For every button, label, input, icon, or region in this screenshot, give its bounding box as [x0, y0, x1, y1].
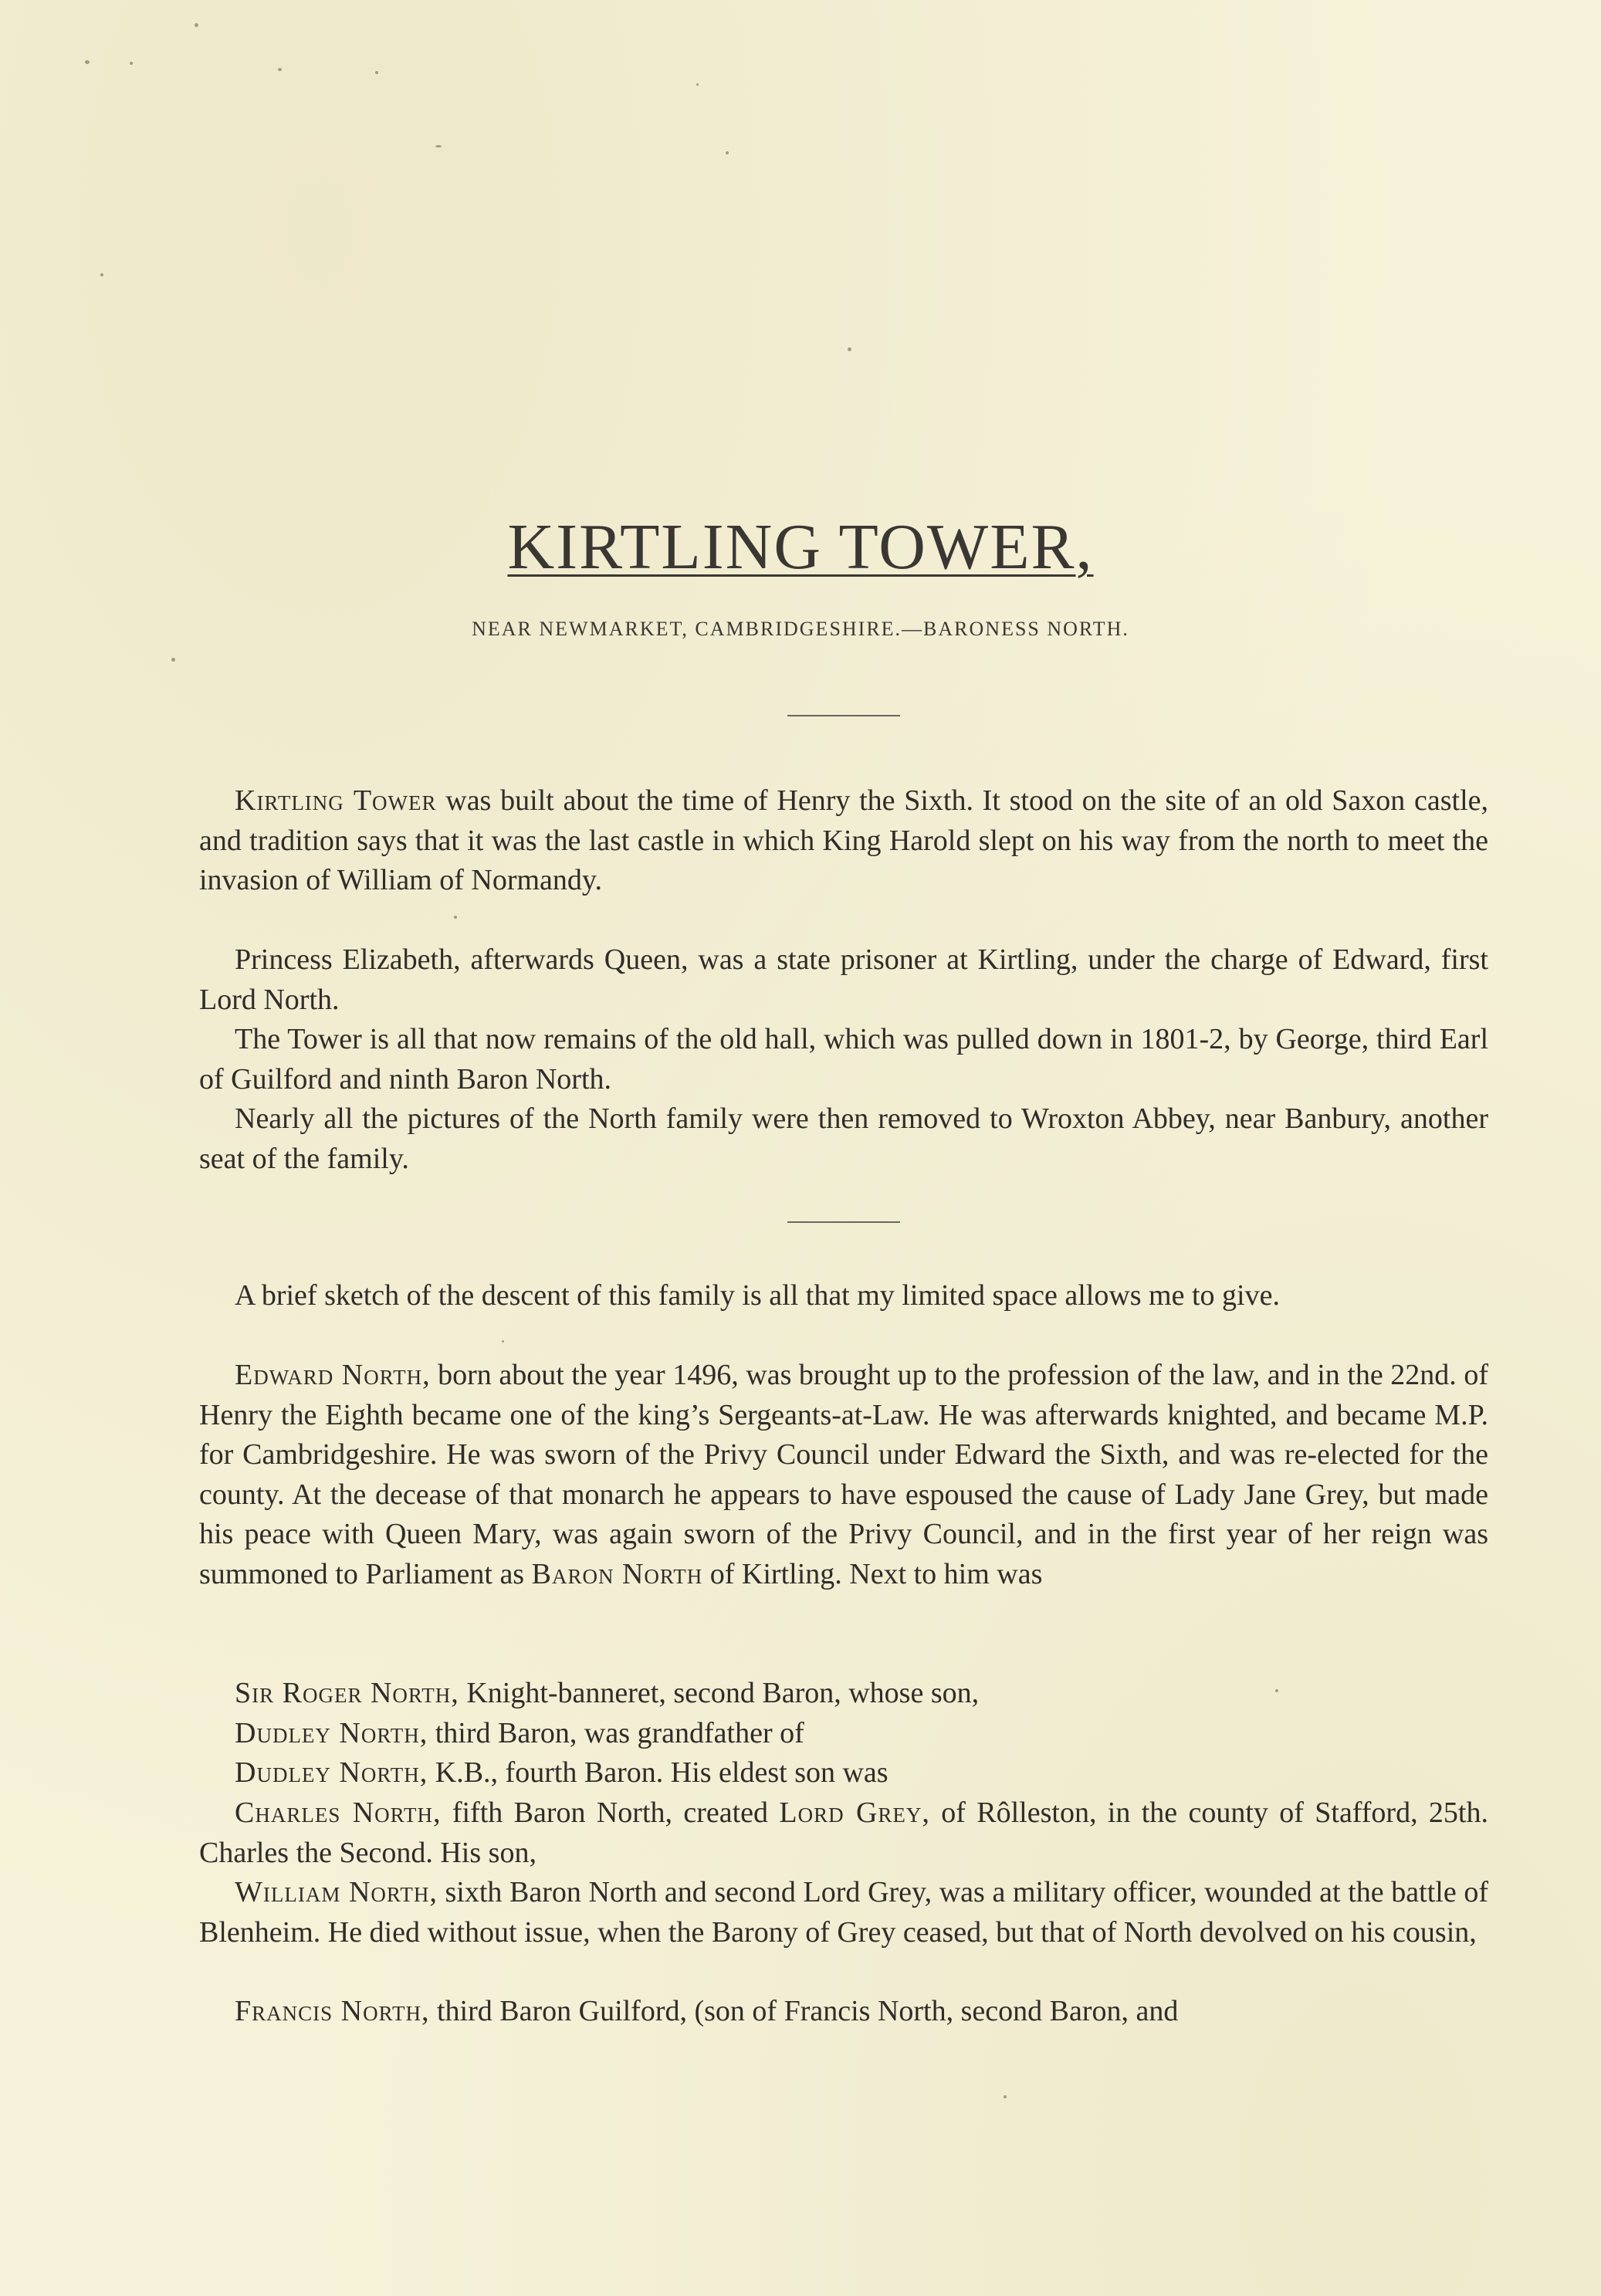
foxing-speck	[171, 658, 175, 662]
foxing-speck	[85, 60, 90, 64]
paragraph: A brief sketch of the descent of this family is all that my limited space allows me to give.	[235, 1279, 1280, 1312]
paragraph: Edward North, born about the year 1496, was brought up to the profession of the law, and in the 22nd. of Henry the Eighth became one of the king’s Sergeants-at-Law. He was afterwards knighted, and became M.P. for Cambridgeshire. He was sworn of the Privy Council under Edward the Sixth, and was re-elected for the county. At the decease of that monarch he appears to have espoused the cause of Lady Jane Grey, but made his peace with Queen Mary, was again sworn of the Privy Council, and in the first year of her reign was summoned to Parliament as Baron North of Kirtling. Next to him was	[199, 1359, 1488, 1590]
small-caps-name: Baron North	[531, 1557, 703, 1590]
foxing-speck	[848, 347, 851, 351]
foxing-speck	[130, 62, 133, 65]
small-caps-name: Charles North,	[235, 1797, 442, 1829]
small-caps-name: Francis North,	[235, 1995, 430, 2027]
foxing-speck	[726, 151, 729, 154]
small-caps-name: William North,	[235, 1876, 438, 1908]
foxing-speck	[195, 23, 198, 27]
small-caps-name: Dudley North,	[235, 1756, 428, 1789]
page-subtitle: NEAR NEWMARKET, CAMBRIDGESHIRE.—BARONESS NORTH.	[472, 618, 1129, 640]
paragraph: Princess Elizabeth, afterwards Queen, was a state prisoner at Kirtling, under the charge of Edward, first Lord North.	[199, 943, 1488, 1016]
small-caps-name: Dudley North,	[235, 1717, 428, 1749]
paragraph: Sir Roger North, Knight-banneret, second Baron, whose son,	[235, 1677, 980, 1709]
paragraph: Kirtling Tower was built about the time of Henry the Sixth. It stood on the site of an old Saxon castle, and tradition says that it was the last castle in which King Harold slept on his way from the north to meet the invasion of William of Normandy.	[199, 784, 1488, 896]
small-caps-name: Kirtling Tower	[235, 784, 437, 817]
small-caps-name: Sir Roger North,	[235, 1677, 459, 1709]
paragraph: Francis North, third Baron Guilford, (son of Francis North, second Baron, and	[235, 1995, 1179, 2027]
paragraph: William North, sixth Baron North and second Lord Grey, was a military officer, wounded at the battle of Blenheim. He died without issue, when the Barony of Grey ceased, but that of North devolved on his cousin,	[199, 1876, 1488, 1949]
foxing-speck	[1004, 2095, 1007, 2098]
section-divider	[787, 1221, 900, 1223]
section-divider	[787, 715, 900, 716]
foxing-speck	[375, 71, 378, 74]
foxing-speck	[696, 83, 699, 86]
paragraph: Charles North, fifth Baron North, created Lord Grey, of Rôlleston, in the county of Stafford, 25th. Charles the Second. His son,	[199, 1797, 1488, 1869]
small-caps-name: Edward North,	[235, 1359, 431, 1391]
small-caps-name: Lord Grey,	[779, 1797, 930, 1829]
paragraph: The Tower is all that now remains of the old hall, which was pulled down in 1801-2, by George, third Earl of Guilford and ninth Baron North.	[199, 1023, 1488, 1096]
foxing-speck	[435, 145, 442, 147]
page-title: KIRTLING TOWER,	[507, 511, 1094, 583]
foxing-speck	[100, 273, 103, 276]
foxing-speck	[278, 68, 282, 71]
foxing-speck	[454, 916, 457, 919]
paragraph: Nearly all the pictures of the North family were then removed to Wroxton Abbey, near Banbury, another seat of the family.	[199, 1102, 1488, 1175]
foxing-speck	[502, 1340, 504, 1343]
paragraph: Dudley North, third Baron, was grandfather of	[235, 1717, 804, 1749]
paragraph: Dudley North, K.B., fourth Baron. His eldest son was	[235, 1756, 889, 1789]
